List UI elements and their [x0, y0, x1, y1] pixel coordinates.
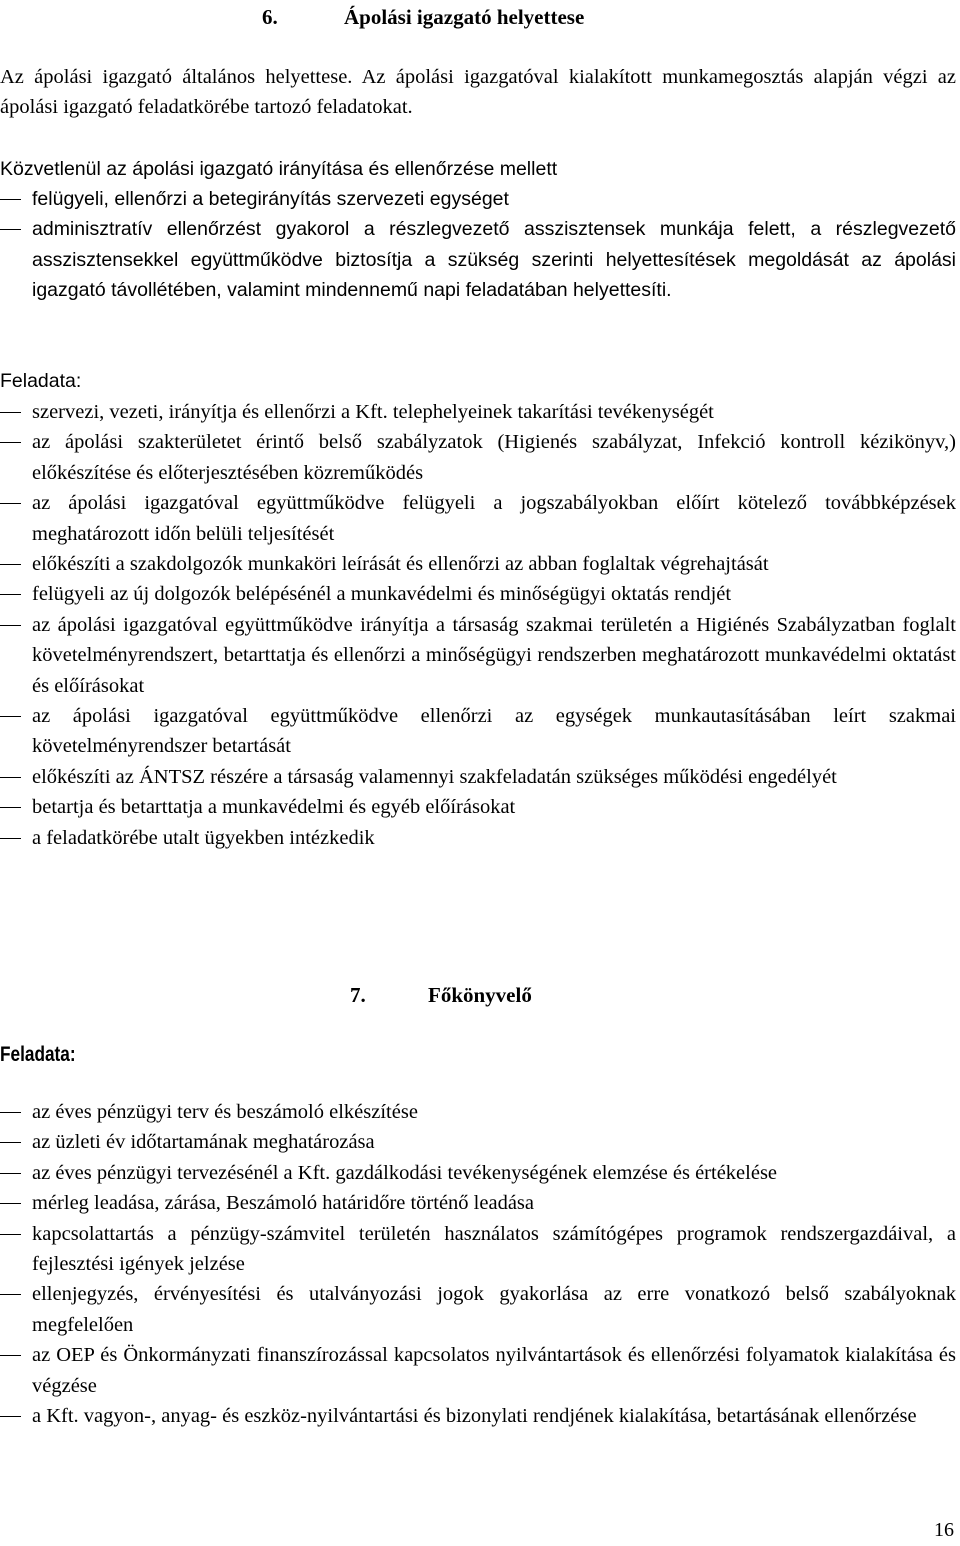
- list-item-text: a feladatkörébe utalt ügyekben intézkedik: [32, 826, 375, 849]
- dash-bullet-icon: [0, 442, 21, 443]
- dash-bullet-icon: [0, 1234, 21, 1235]
- section-6-task-list: [0, 397, 956, 853]
- list-item-text: az éves pénzügyi tervezésénél a Kft. gazdálkodási tevékenységének elemzése és értékelése: [32, 1161, 778, 1184]
- section-6-tasks-label: Feladata:: [0, 370, 82, 392]
- dash-bullet-icon: [0, 1142, 21, 1143]
- section-6-lead: Közvetlenül az ápolási igazgató irányítása és ellenőrzése mellett: [0, 158, 558, 180]
- list-item-text: felügyeli az új dolgozók belépésénél a munkavédelmi és minőségügyi oktatás rendjét: [32, 583, 732, 606]
- dash-bullet-icon: [0, 1203, 21, 1204]
- list-item-text: szervezi, vezeti, irányítja és ellenőrzi a Kft. telephelyeinek takarítási tevékenységét: [32, 401, 714, 423]
- dash-bullet-icon: [0, 716, 21, 717]
- list-item: [0, 762, 956, 792]
- list-item-text: ellenjegyzés, érvényesítési és utalványozási jogok gyakorlása az erre vonatkozó belső szabályoknak megfelelően: [32, 1283, 956, 1336]
- list-item-text: betartja és betarttatja a munkavédelmi és egyéb előírásokat: [32, 796, 516, 819]
- dash-bullet-icon: [0, 1112, 21, 1113]
- list-item: [0, 1219, 956, 1280]
- section-6-intro: Az ápolási igazgató általános helyettese. Az ápolási igazgatóval kialakított munkamegosztás alapján végzi az ápolási igazgató feladatkörébe tartozó feladatokat.: [0, 66, 956, 119]
- list-item: [0, 397, 956, 427]
- list-item-text: mérleg leadása, zárása, Beszámoló határidőre történő leadása: [32, 1192, 534, 1215]
- list-item: [0, 488, 956, 549]
- section-7-tasks-label: Feladata:: [0, 1043, 76, 1066]
- list-item: [0, 1158, 956, 1188]
- dash-bullet-icon: [0, 1294, 21, 1295]
- list-item: [0, 1401, 956, 1431]
- section-6-title: Ápolási igazgató helyettese: [344, 5, 585, 29]
- list-item: [0, 823, 956, 853]
- list-item-text: az üzleti év időtartamának meghatározása: [32, 1131, 375, 1154]
- list-item-text: az ápolási szakterületet érintő belső szabályzatok (Higienés szabályzat, Infekció kontroll kézikönyv,) előkészítése és előterjesztésében közreműködés: [32, 431, 956, 484]
- list-item-text: az éves pénzügyi terv és beszámoló elkészítése: [32, 1101, 418, 1123]
- list-item: [0, 1097, 956, 1127]
- dash-bullet-icon: [0, 1416, 21, 1417]
- section-6-number: 6.: [262, 5, 278, 29]
- list-item: [0, 792, 956, 822]
- list-item-text: a Kft. vagyon-, anyag- és eszköz-nyilvántartási és bizonylati rendjének kialakítása, betartásának ellenőrzése: [32, 1405, 917, 1428]
- dash-bullet-icon: [0, 1355, 21, 1356]
- list-item: [0, 214, 956, 305]
- list-item: [0, 1340, 956, 1401]
- list-item: [0, 610, 956, 701]
- list-item-text: az ápolási igazgatóval együttműködve irányítja a társaság szakmai területén a Higiénés Szabályzatban foglalt követelményrendszert, betarttatja és ellenőrzi a minőségügyi rendszerben meghatározott munkavédelmi oktatást és előírásokat: [32, 613, 956, 697]
- list-item: [0, 579, 956, 609]
- page-number: 16: [934, 1519, 954, 1541]
- dash-bullet-icon: [0, 594, 21, 595]
- list-item: [0, 701, 956, 762]
- dash-bullet-icon: [0, 503, 21, 504]
- list-item: [0, 1188, 956, 1218]
- section-7-title: Főkönyvelő: [428, 983, 532, 1007]
- dash-bullet-icon: [0, 229, 21, 230]
- list-item-text: előkészíti az ÁNTSZ részére a társaság valamennyi szakfeladatán szükséges működési engedélyét: [32, 765, 837, 788]
- section-6-direct-list: [0, 184, 956, 306]
- list-item: [0, 427, 956, 488]
- dash-bullet-icon: [0, 412, 21, 413]
- dash-bullet-icon: [0, 777, 21, 778]
- dash-bullet-icon: [0, 807, 21, 808]
- list-item-text: adminisztratív ellenőrzést gyakorol a részlegvezető asszisztensek munkája felett, a részlegvezető asszisztensekkel együttműködve biztosítja a szükség szerinti helyettesítések megoldását az ápolási igazgató távollétében, valamint mindennemű napi feladatában helyettesíti.: [32, 218, 956, 302]
- section-7-heading: [350, 980, 532, 1010]
- dash-bullet-icon: [0, 838, 21, 839]
- list-item: [0, 1279, 956, 1340]
- list-item: [0, 549, 956, 579]
- list-item-text: az OEP és Önkormányzati finanszírozással kapcsolatos nyilvántartások és ellenőrzési folyamatok kialakítása és végzése: [32, 1344, 956, 1397]
- list-item-text: kapcsolattartás a pénzügy-számvitel területén használatos számítógépes programok rendszergazdáival, a fejlesztési igények jelzése: [32, 1222, 956, 1276]
- section-7-number: 7.: [350, 983, 366, 1007]
- section-7-task-list: [0, 1097, 956, 1431]
- list-item-text: felügyeli, ellenőrzi a betegirányítás szervezeti egységet: [32, 188, 509, 210]
- list-item-text: az ápolási igazgatóval együttműködve felügyeli a jogszabályokban előírt kötelező továbbképzések meghatározott időn belüli teljesítését: [32, 492, 956, 545]
- list-item-text: az ápolási igazgatóval együttműködve ellenőrzi az egységek munkautasításában leírt szakmai követelményrendszer betartását: [32, 705, 956, 758]
- dash-bullet-icon: [0, 199, 21, 200]
- section-6-heading: [262, 2, 584, 32]
- dash-bullet-icon: [0, 625, 21, 626]
- list-item: [0, 184, 956, 214]
- list-item-text: előkészíti a szakdolgozók munkaköri leírását és ellenőrzi az abban foglaltak végrehajtását: [32, 553, 769, 576]
- list-item: [0, 1127, 956, 1157]
- dash-bullet-icon: [0, 564, 21, 565]
- dash-bullet-icon: [0, 1173, 21, 1174]
